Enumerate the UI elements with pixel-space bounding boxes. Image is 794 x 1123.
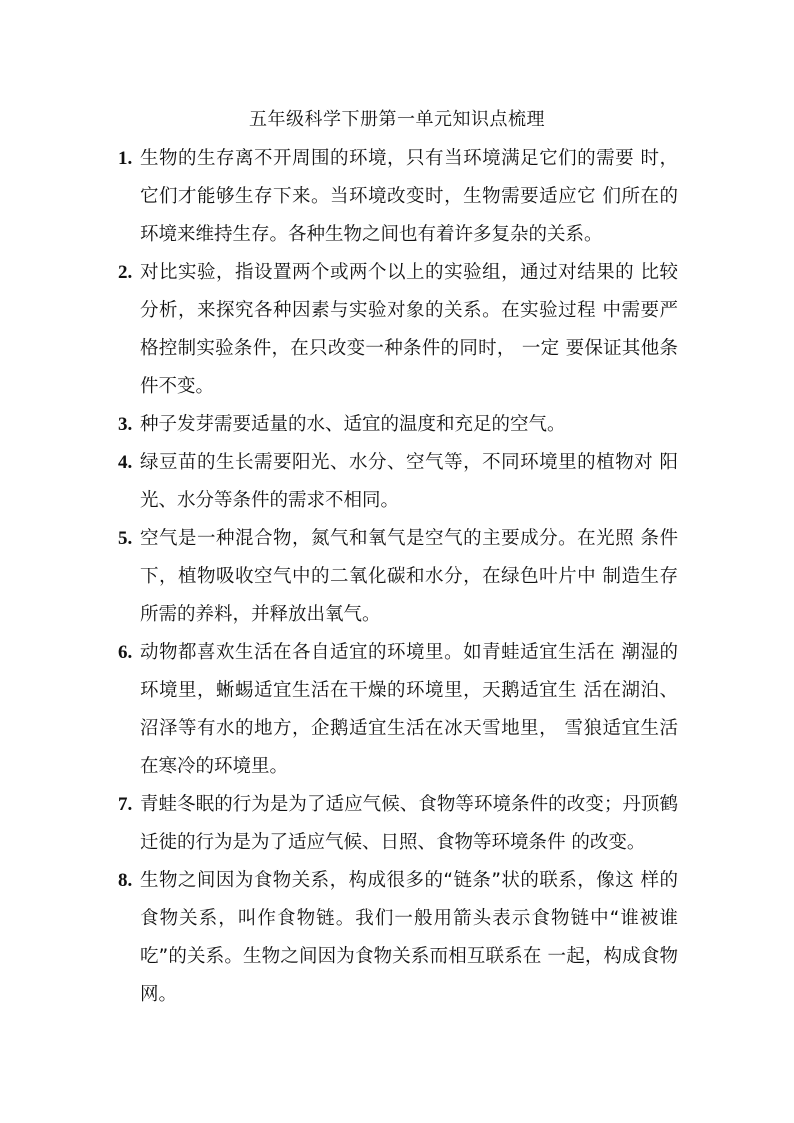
list-item xyxy=(118,140,678,254)
item-text: 种子发芽需要适量的水、适宜的温度和充足的空气。 xyxy=(140,414,566,435)
knowledge-point-list xyxy=(118,140,678,1014)
item-text: 生物的生存离不开周围的环境，只有当环境满足它们的需要 时，它们才能够生存下来。当环境改变时，生物需要适应它 们所在的环境来维持生存。各种生物之间也有着许多复杂的关系。 xyxy=(140,148,678,245)
item-number: 5. xyxy=(118,528,133,549)
item-text: 绿豆苗的生长需要阳光、水分、空气等，不同环境里的植物对 阳光、水分等条件的需求不相同。 xyxy=(140,452,678,511)
page-title: 五年级科学下册第一单元知识点梳理 xyxy=(249,109,545,130)
item-text: 空气是一种混合物，氮气和氧气是空气的主要成分。在光照 条件下，植物吸收空气中的二氧化碳和水分，在绿色叶片中 制造生存所需的养料，并释放出氧气。 xyxy=(140,528,678,625)
item-text: 青蛙冬眠的行为是为了适应气候、食物等环境条件的改变；丹顶鹤迁徙的行为是为了适应气候、日照、食物等环境条件 的改变。 xyxy=(140,794,678,853)
list-item xyxy=(118,406,678,444)
item-number: 4. xyxy=(118,452,133,473)
item-text: 对比实验，指设置两个或两个以上的实验组，通过对结果的 比较分析，来探究各种因素与实验对象的关系。在实验过程 中需要严格控制实验条件，在只改变一种条件的同时， 一定 要保证其他条件不变。 xyxy=(140,262,678,397)
list-item xyxy=(118,862,678,1014)
item-text: 动物都喜欢生活在各自适宜的环境里。如青蛙适宜生活在 潮湿的环境里，蜥蜴适宜生活在干燥的环境里，天鹅适宜生 活在湖泊、沼泽等有水的地方，企鹅适宜生活在冰天雪地里， 雪狼适宜生活在寒冷的环境里。 xyxy=(140,642,678,777)
list-item xyxy=(118,520,678,634)
item-number: 2. xyxy=(118,262,133,283)
item-text: 生物之间因为食物关系，构成很多的“链条”状的联系，像这 样的食物关系，叫作食物链。我们一般用箭头表示食物链中“谁被谁吃”的关系。生物之间因为食物关系而相互联系在 一起，构成食物网。 xyxy=(140,870,678,1005)
item-number: 1. xyxy=(118,148,133,169)
item-number: 7. xyxy=(118,794,133,815)
item-number: 8. xyxy=(118,870,133,891)
list-item xyxy=(118,444,678,520)
item-number: 3. xyxy=(118,414,133,435)
item-number: 6. xyxy=(118,642,133,663)
list-item xyxy=(118,634,678,786)
list-item xyxy=(118,786,678,862)
list-item xyxy=(118,254,678,406)
